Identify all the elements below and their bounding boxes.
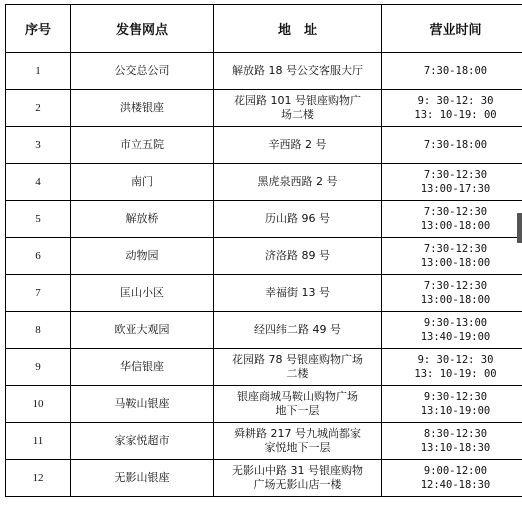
hours-line: 13:00-18:00 [420, 257, 491, 269]
hours-line: 8:30-12:30 [423, 428, 488, 440]
hours-line: 7:30-12:30 [423, 169, 488, 181]
header-hours: 营业时间 [382, 5, 522, 53]
outlet-address [214, 349, 382, 386]
outlet-name: 公交总公司 [71, 53, 214, 90]
hours-line: 9: 30-12: 30 [417, 95, 494, 107]
outlet-name: 马鞍山银座 [71, 386, 214, 423]
outlet-name: 欧亚大观园 [71, 312, 214, 349]
outlet-address [214, 53, 382, 90]
address-line: 花园路 78 号银座购物广场 [232, 353, 363, 366]
row-number: 4 [6, 164, 71, 201]
table-row [6, 349, 522, 386]
business-hours [382, 275, 522, 312]
outlet-name: 解放桥 [71, 201, 214, 238]
outlet-address [214, 201, 382, 238]
address-line: 二楼 [286, 367, 309, 380]
address-line: 解放路 18 号公交客服大厅 [232, 64, 363, 77]
outlet-name: 洪楼银座 [71, 90, 214, 127]
hours-line: 12:40-18:30 [420, 479, 491, 491]
hours-line: 13:00-17:30 [420, 183, 491, 195]
hours-line: 9:30-13:00 [423, 317, 488, 329]
hours-line: 13:00-18:00 [420, 294, 491, 306]
outlet-address [214, 238, 382, 275]
table-row [6, 53, 522, 90]
address-line: 场二楼 [281, 108, 314, 121]
outlet-address [214, 423, 382, 460]
business-hours [382, 90, 522, 127]
table-row [6, 164, 522, 201]
outlet-name: 市立五院 [71, 127, 214, 164]
table-header-row [6, 5, 522, 53]
outlet-name: 匡山小区 [71, 275, 214, 312]
outlet-name: 动物园 [71, 238, 214, 275]
outlet-address [214, 164, 382, 201]
row-number: 2 [6, 90, 71, 127]
outlet-name: 家家悦超市 [71, 423, 214, 460]
address-line: 银座商城马鞍山购物广场 [237, 390, 358, 403]
table-row [6, 423, 522, 460]
table-row [6, 238, 522, 275]
business-hours [382, 238, 522, 275]
hours-line: 7:30-18:00 [423, 139, 488, 151]
table-row [6, 201, 522, 238]
row-number: 6 [6, 238, 71, 275]
hours-line: 13: 10-19: 00 [414, 368, 497, 380]
address-line: 黑虎泉西路 2 号 [257, 175, 338, 188]
hours-line: 13:10-19:00 [420, 405, 491, 417]
hours-line: 13: 10-19: 00 [414, 109, 497, 121]
outlet-address [214, 386, 382, 423]
address-line: 幸福街 13 号 [265, 286, 330, 299]
business-hours [382, 386, 522, 423]
business-hours [382, 201, 522, 238]
outlet-address [214, 460, 382, 497]
hours-line: 7:30-18:00 [423, 65, 488, 77]
row-number: 7 [6, 275, 71, 312]
outlet-address [214, 127, 382, 164]
hours-line: 13:10-18:30 [420, 442, 491, 454]
address-line: 地下一层 [275, 404, 320, 417]
hours-line: 9:30-12:30 [423, 391, 488, 403]
address-line: 辛西路 2 号 [268, 138, 327, 151]
hours-line: 9: 30-12: 30 [417, 354, 494, 366]
business-hours [382, 127, 522, 164]
header-address: 地 址 [214, 5, 382, 53]
header-site: 发售网点 [71, 5, 214, 53]
row-number: 10 [6, 386, 71, 423]
row-number: 11 [6, 423, 71, 460]
row-number: 12 [6, 460, 71, 497]
table-body [6, 53, 522, 497]
business-hours [382, 349, 522, 386]
table-row [6, 312, 522, 349]
hours-line: 7:30-12:30 [423, 243, 488, 255]
hours-line: 9:00-12:00 [423, 465, 488, 477]
business-hours [382, 53, 522, 90]
outlet-name: 南门 [71, 164, 214, 201]
hours-line: 7:30-12:30 [423, 206, 488, 218]
address-line: 经四纬二路 49 号 [254, 323, 341, 336]
address-line: 舜耕路 217 号九城尚都家 [234, 427, 361, 440]
table-row [6, 90, 522, 127]
business-hours [382, 164, 522, 201]
row-number: 1 [6, 53, 71, 90]
row-number: 8 [6, 312, 71, 349]
hours-line: 13:40-19:00 [420, 331, 491, 343]
address-line: 历山路 96 号 [265, 212, 330, 225]
address-line: 家悦地下一层 [264, 441, 331, 454]
business-hours [382, 312, 522, 349]
business-hours [382, 460, 522, 497]
header-no: 序号 [6, 5, 71, 53]
hours-line: 7:30-12:30 [423, 280, 488, 292]
hours-line: 13:00-18:00 [420, 220, 491, 232]
outlet-name: 无影山银座 [71, 460, 214, 497]
row-number: 5 [6, 201, 71, 238]
outlet-address [214, 312, 382, 349]
outlet-address [214, 275, 382, 312]
table-row [6, 386, 522, 423]
business-hours [382, 423, 522, 460]
outlet-address [214, 90, 382, 127]
address-line: 无影山中路 31 号银座购物 [232, 464, 363, 477]
address-line: 花园路 101 号银座购物广 [234, 94, 361, 107]
address-line: 广场无影山店一楼 [253, 478, 342, 491]
table-row [6, 127, 522, 164]
table-row [6, 275, 522, 312]
row-number: 9 [6, 349, 71, 386]
row-number: 3 [6, 127, 71, 164]
table-row [6, 460, 522, 497]
edge-mark [517, 213, 522, 243]
outlet-table [5, 4, 522, 497]
address-line: 济洛路 89 号 [265, 249, 330, 262]
outlet-name: 华信银座 [71, 349, 214, 386]
